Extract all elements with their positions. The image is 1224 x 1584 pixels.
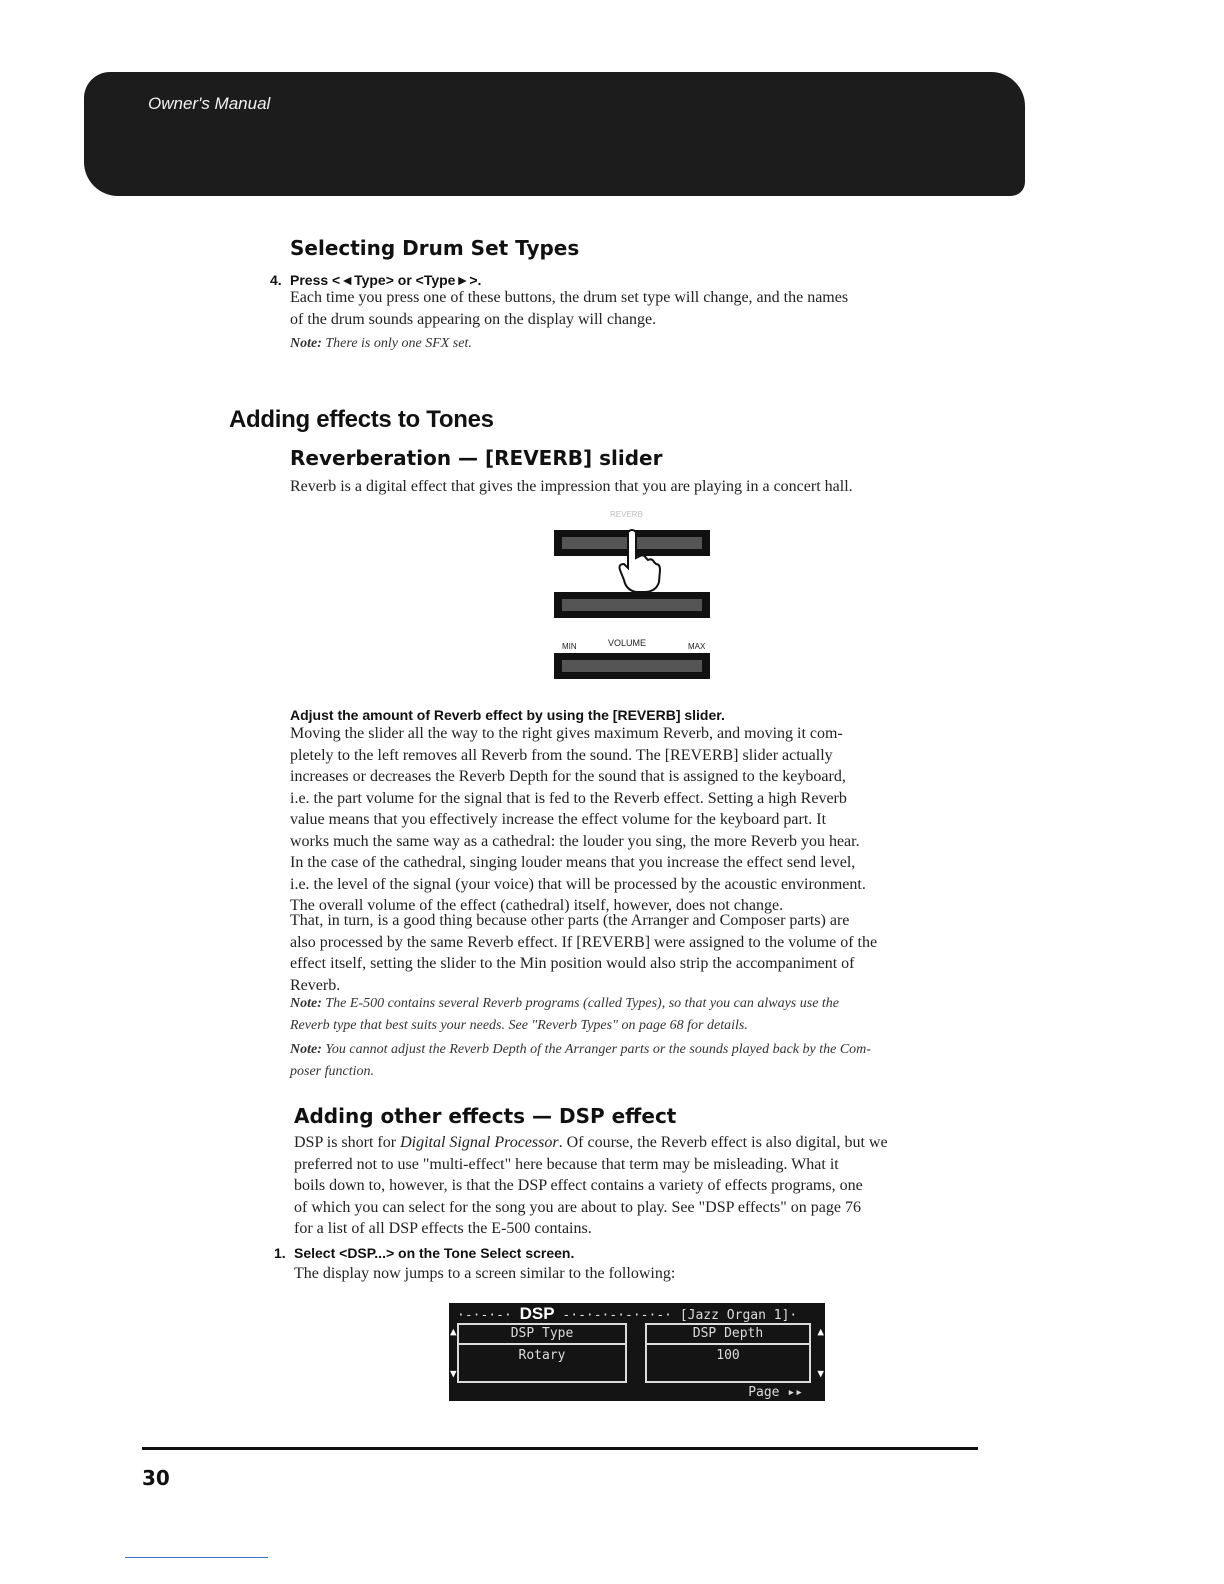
volume-slider xyxy=(554,653,710,679)
para-line: preferred not to use "multi-effect" here because that term may be misleading. What it xyxy=(294,1155,839,1173)
reverb-instruction: Adjust the amount of Reverb effect by using the [REVERB] slider. xyxy=(290,707,725,723)
body-line: of the drum sounds appearing on the display will change. xyxy=(290,310,657,328)
para-line: Reverb. xyxy=(290,976,341,994)
dsp-depth-box xyxy=(645,1323,811,1383)
dsp-depth-value: 100 xyxy=(716,1348,740,1363)
lcd-header: ·-·-·-· DSP -·-·-·-·-·-·-· [Jazz Organ 1]· xyxy=(457,1304,798,1323)
para-line: for a list of all DSP effects the E-500 contains. xyxy=(294,1220,592,1237)
drum-set-note xyxy=(290,333,980,355)
dsp-type-box xyxy=(457,1323,627,1383)
step-text: Press <◄Type> or <Type►>. xyxy=(290,272,482,288)
effects-heading: Adding effects to Tones xyxy=(229,406,494,433)
para-line: pletely to the left removes all Reverb from the sound. The [REVERB] slider actually xyxy=(290,746,833,764)
dsp-type-value: Rotary xyxy=(518,1348,566,1363)
page-number: 30 xyxy=(142,1466,170,1490)
para-line: increases or decreases the Reverb Depth for the sound that is assigned to the keyboard, xyxy=(290,768,846,785)
reverb-note-2 xyxy=(290,1039,980,1083)
note-label: Note: xyxy=(290,996,322,1011)
min-label: MIN xyxy=(562,642,577,651)
lcd-tone-name: [Jazz Organ 1] xyxy=(679,1308,790,1323)
para-emphasis: Digital Signal Processor xyxy=(400,1134,559,1151)
para-text: . Of course, the Reverb effect is also digital, but we xyxy=(558,1134,888,1151)
drum-set-body xyxy=(290,287,980,330)
note-line: poser function. xyxy=(290,1064,374,1079)
para-line: i.e. the level of the signal (your voice) that will be processed by the acoustic environment. xyxy=(290,875,866,893)
step-number: 4. xyxy=(270,272,282,288)
reverb-para-1 xyxy=(290,723,980,917)
second-slider xyxy=(554,592,710,618)
note-label: Note: xyxy=(290,1042,322,1057)
scroll-up-icon: ▲ xyxy=(817,1325,824,1338)
para-line: Moving the slider all the way to the right gives maximum Reverb, and moving it com- xyxy=(290,725,843,742)
para-line: In the case of the cathedral, singing louder means that you increase the effect send level, xyxy=(290,854,856,871)
lcd-title: DSP xyxy=(519,1304,555,1323)
step-text: Select <DSP...> on the Tone Select screen. xyxy=(294,1245,575,1261)
para-line: effect itself, setting the slider to the Min position would also strip the accompaniment of xyxy=(290,955,855,972)
para-line: i.e. the part volume for the signal that is fed to the Reverb effect. Setting a high Reverb xyxy=(290,789,847,807)
dsp-heading: Adding other effects — DSP effect xyxy=(294,1104,677,1128)
reverb-slider-figure xyxy=(550,510,715,685)
hand-pointer-icon xyxy=(616,528,662,594)
bottom-divider xyxy=(125,1557,268,1558)
para-line: boils down to, however, is that the DSP effect contains a variety of effects programs, one xyxy=(294,1177,863,1194)
footer-rule xyxy=(142,1447,978,1450)
step-number: 1. xyxy=(274,1245,286,1261)
para-line: The overall volume of the effect (cathedral) itself, however, does not change. xyxy=(290,897,784,914)
lcd-page-indicator: Page ▸▸ xyxy=(748,1385,803,1400)
scroll-down-icon: ▼ xyxy=(817,1367,824,1380)
body-line: Each time you press one of these buttons, the drum set type will change, and the names xyxy=(290,289,849,306)
para-line: also processed by the same Reverb effect. If [REVERB] were assigned to the volume of the xyxy=(290,933,878,951)
reverb-heading: Reverberation — [REVERB] slider xyxy=(290,446,663,470)
reverb-para-2 xyxy=(290,910,980,996)
lcd-display xyxy=(449,1303,825,1401)
note-line: The E-500 contains several Reverb programs (called Types), so that you can always use the xyxy=(325,996,840,1011)
dsp-step-body: The display now jumps to a screen similar to the following: xyxy=(294,1265,676,1282)
note-text: There is only one SFX set. xyxy=(325,336,472,351)
header-band xyxy=(84,72,1025,196)
scroll-down-icon: ▼ xyxy=(450,1367,457,1380)
volume-label: VOLUME xyxy=(608,638,647,648)
header-title: Owner's Manual xyxy=(148,94,271,113)
para-line: That, in turn, is a good thing because other parts (the Arranger and Composer parts) are xyxy=(290,912,850,929)
max-label: MAX xyxy=(688,642,706,651)
drum-set-step xyxy=(270,272,481,288)
scroll-up-icon: ▲ xyxy=(450,1325,457,1338)
dsp-depth-label: DSP Depth xyxy=(647,1325,809,1345)
para-line: works much the same way as a cathedral: the louder you sing, the more Reverb you hear. xyxy=(290,832,860,850)
drum-set-heading: Selecting Drum Set Types xyxy=(290,236,580,260)
para-text: DSP is short for xyxy=(294,1134,401,1151)
reverb-label: REVERB xyxy=(610,510,643,519)
para-line: of which you can select for the song you are about to play. See "DSP effects" on page 76 xyxy=(294,1198,861,1216)
para-line: value means that you effectively increase the effect volume for the keyboard part. It xyxy=(290,811,827,828)
note-line: You cannot adjust the Reverb Depth of the Arranger parts or the sounds played back by the Com- xyxy=(325,1042,871,1057)
note-label: Note: xyxy=(290,336,322,351)
dsp-para xyxy=(294,1132,984,1240)
dsp-type-label: DSP Type xyxy=(459,1325,625,1345)
reverb-intro: Reverb is a digital effect that gives the impression that you are playing in a concert hall. xyxy=(290,478,853,495)
note-line: Reverb type that best suits your needs. See "Reverb Types" on page 68 for details. xyxy=(290,1018,748,1033)
dsp-step xyxy=(274,1245,574,1261)
reverb-note-1 xyxy=(290,993,980,1037)
